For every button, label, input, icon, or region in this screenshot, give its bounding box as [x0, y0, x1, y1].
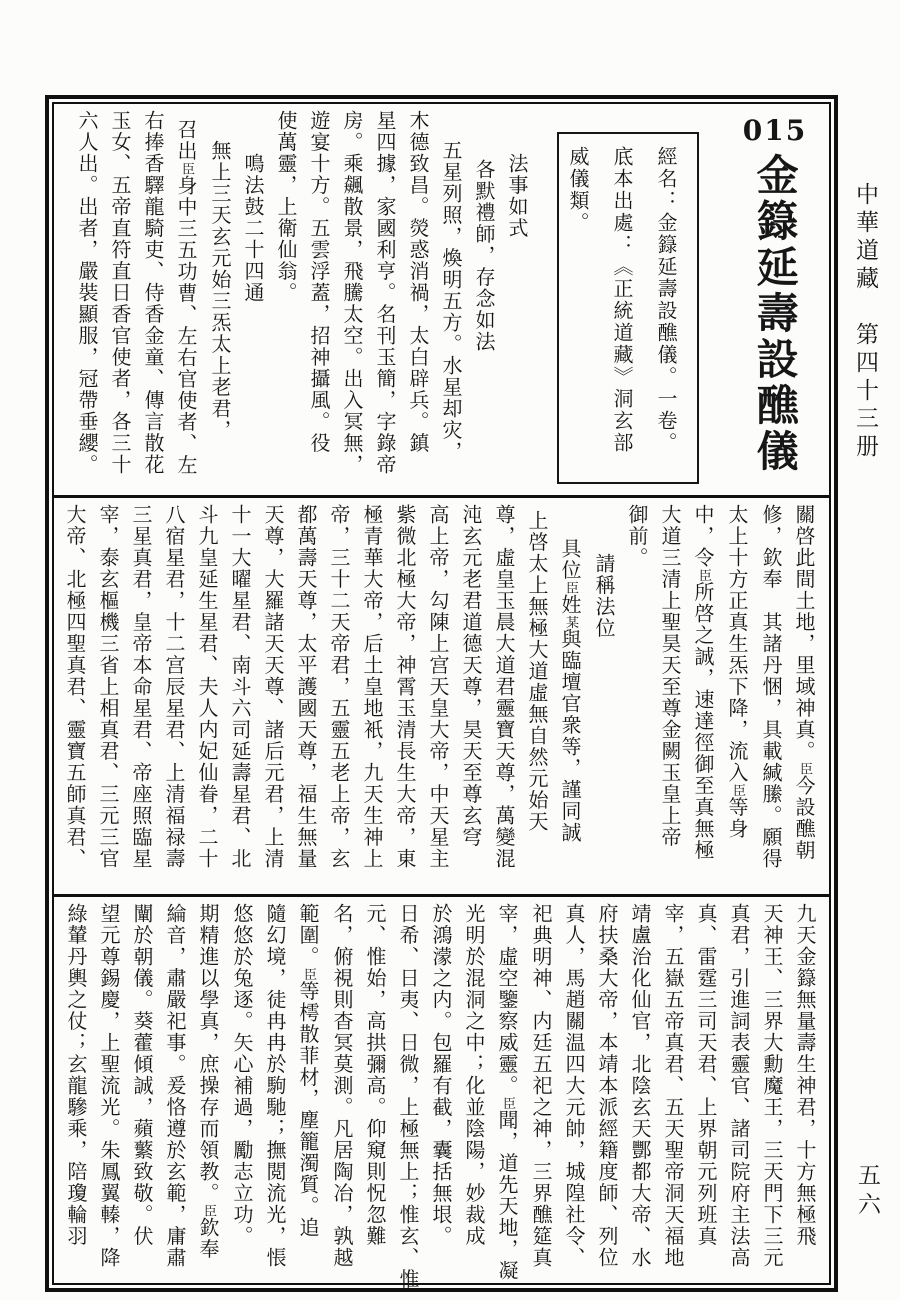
- text-column: 極青華大帝，后土皇地衹，九天生神上: [360, 504, 384, 870]
- text-column: 遊宴十方。五雲浮蓋，招神攝風。役: [307, 110, 331, 454]
- text-column: 上啓太上無極大道虛無自然元始天: [525, 510, 549, 833]
- text-column: 期精進以學真，庶操存而領教。臣欽奉: [196, 903, 220, 1260]
- text-column: 綸音，肅嚴祀事。爰恪遵於玄範，庸肅: [163, 903, 187, 1269]
- text-column: 修，欽奉 其諸丹悃，具載緘縢。願得: [759, 504, 783, 870]
- text-column: 法事如式: [505, 153, 529, 239]
- text-column: 十一大曜星君、南斗六司延壽星君、北: [228, 504, 252, 870]
- bibliographic-info-box: [557, 132, 699, 484]
- text-column: 中，令臣所啓之誠，速達徑御至真無極: [691, 504, 715, 861]
- text-column: 名，俯視則杳冥莫測。凡居陶冶，孰越: [330, 903, 354, 1269]
- collection-title: 中華道藏 第四十三册: [852, 182, 878, 462]
- page-number: 五六: [854, 1163, 880, 1221]
- text-column: 斗九皇延生星君、夫人内妃仙眷，二十: [195, 504, 219, 870]
- title-area: [723, 106, 827, 493]
- text-columns-bottom: [62, 903, 821, 1290]
- text-column: 闡於朝儀。葵藿傾誠，蘋蘩致敬。伏: [130, 903, 154, 1247]
- text-column: 九天金籙無量壽生神君，十方無極飛: [793, 903, 817, 1247]
- text-column: 紫微北極大帝，神霄玉清長生大帝，東: [393, 504, 417, 870]
- text-column: 尊，虛皇玉晨大道君靈寶天尊，萬變混: [492, 504, 516, 870]
- text-column: 星四據，家國利亨。名刊玉簡，字錄帝: [373, 110, 397, 476]
- text-column: 天神王、三界大勳魔王，三天門下三元: [760, 903, 784, 1269]
- document-title: 金籙延壽設醮儀: [750, 153, 800, 475]
- text-column: 都萬壽天尊，太平護國天尊，福生無量: [294, 504, 318, 870]
- text-column: 太上十方正真生炁下降，流入臣等身: [725, 504, 749, 840]
- text-column: 六人出。出者，嚴裝顯服，冠帶垂纓。: [75, 110, 99, 476]
- text-band-bottom: [54, 897, 829, 1290]
- text-column: 真、雷霆三司天君、上界朝元列班真: [694, 903, 718, 1247]
- text-column: 無上三天玄元始三炁太上老君，: [208, 140, 232, 442]
- text-column: 房。乘飆散景，飛騰太空。出入冥無，: [340, 110, 364, 476]
- text-column: 大道三清上聖昊天至尊金闕玉皇上帝: [658, 504, 682, 848]
- annotation-small-char: 臣: [500, 1096, 515, 1110]
- text-column: 使萬靈，上衛仙翁。: [274, 110, 298, 304]
- annotation-small-char: 臣: [201, 1204, 216, 1217]
- text-column: 天尊，大羅諸天天尊、諸后元君，上清: [261, 504, 285, 870]
- text-column: 木德致昌。熒惑消禍，太白辟兵。鎮: [406, 110, 430, 454]
- annotation-small-char: 臣: [797, 762, 812, 775]
- text-column: 元、惟始，高拱彌高。仰窺則怳忽難: [363, 903, 387, 1247]
- annotation-small-char: 臣: [179, 161, 194, 175]
- text-column: 靖盧治化仙官，北陰玄天酆都大帝、水: [628, 903, 652, 1269]
- annotation-small-char: 臣: [563, 581, 578, 595]
- text-columns-middle: [62, 504, 821, 892]
- text-column: 祀典明神、内廷五祀之神，三界醮筵真: [529, 903, 553, 1269]
- text-column: 於鴻濛之内。包羅有截，囊括無垠。: [429, 903, 453, 1247]
- text-column: 真人，馬趙關温四大元帥，城隍社令、: [562, 903, 586, 1269]
- info-box-line: 經名：金籙延壽設醮儀。一卷。: [654, 146, 678, 454]
- text-column: 悠悠於兔逐。矢心補過，勵志立功。: [230, 903, 254, 1247]
- text-column: 真君，引進詞表靈官、諸司院府主法高: [727, 903, 751, 1269]
- text-column: 各默禮師，存念如法: [472, 159, 496, 353]
- text-column: 鳴法鼓二十四通: [241, 153, 265, 304]
- text-column: 高上帝，勾陳上宫天皇大帝，中天星主: [426, 504, 450, 870]
- annotation-small-char: 某: [563, 615, 578, 629]
- text-column: 帝，三十二天帝君，五靈五老上帝，玄: [327, 504, 351, 870]
- text-column: 玉女、五帝直符直日香官使者，各三十: [108, 110, 132, 476]
- text-column: 隨幻境，徒冉冉於駒馳；撫閲流光，悵: [263, 903, 287, 1269]
- text-column: 御前。: [625, 504, 649, 569]
- info-box-line: 威儀類。: [566, 146, 590, 234]
- text-band-top: [54, 104, 829, 495]
- text-column: 八宿星君，十二宫辰星君、上清福禄壽: [162, 504, 186, 870]
- text-column: 沌玄元老君道德天尊，昊天至尊玄穹: [459, 504, 483, 848]
- text-column: 三星真君，皇帝本命星君、帝座照臨星: [129, 504, 153, 870]
- text-column: 請稱法位: [592, 553, 616, 640]
- text-column: 宰，五嶽五帝真君、五天聖帝洞天福地: [661, 903, 685, 1269]
- text-column: 五星列照，煥明五方。水星却灾，: [439, 140, 463, 463]
- text-column: 望元尊錫慶，上聖流光。朱鳳翼轃，降: [97, 903, 121, 1269]
- text-column: 大帝、北極四聖真君、靈寶五師真君、: [63, 504, 87, 870]
- text-column: 關啓此間土地，里域神真。臣今設醮朝: [792, 504, 816, 861]
- annotation-small-char: 臣: [696, 568, 711, 582]
- annotation-small-char: 臣: [301, 967, 316, 981]
- content-frame: [45, 95, 838, 1292]
- text-band-middle: [54, 498, 829, 894]
- document-serial: 015: [742, 114, 808, 147]
- content-frame-inner-rule: [52, 102, 831, 1290]
- text-column: 宰，泰玄樞機三省上相真君、三元三官: [96, 504, 120, 870]
- text-column: 宰，虛空鑒察威靈。臣聞，道先天地，凝: [495, 903, 519, 1282]
- text-column: 日希、日夷、日微，上極無上；惟玄、惟: [396, 903, 420, 1290]
- annotation-small-char: 臣: [730, 783, 745, 797]
- text-column: 府扶桑大帝，本靖本派經籍度師、列位: [595, 903, 619, 1269]
- text-column: 右捧香驛龍騎吏、侍香金童、傳言散花: [141, 110, 165, 476]
- text-column: 召出臣身中三五功曹、左右官使者、左: [174, 118, 198, 476]
- text-columns-top: [62, 110, 533, 493]
- text-column: 範圍。臣等樗散菲材，塵籠濁質。追: [296, 903, 320, 1239]
- text-column: 綠輦丹輿之仗；玄龍驂乘，陪瓊輪羽: [64, 903, 88, 1247]
- info-box-line: 底本出處：《正統道藏》洞玄部: [610, 146, 634, 454]
- text-column: 光明於混洞之中；化並陰陽，妙裁成: [462, 903, 486, 1247]
- text-column: 具位臣姓某與臨壇官衆等，謹同誠: [558, 538, 582, 844]
